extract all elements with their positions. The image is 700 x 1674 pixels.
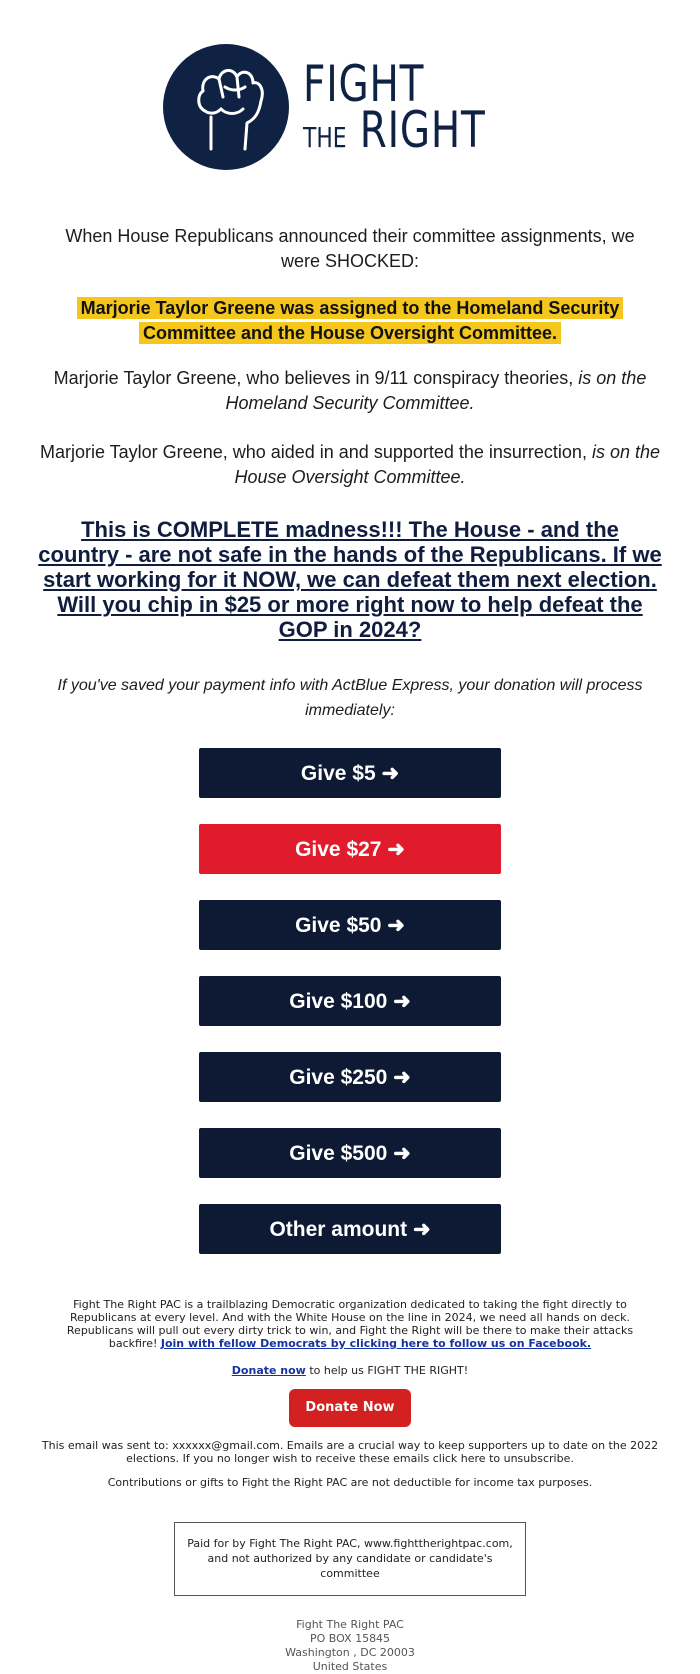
address-line: Fight The Right PAC bbox=[296, 1618, 404, 1631]
sent-to-notice: This email was sent to: xxxxxx@gmail.com. Emails are a crucial way to keep supporters up to date on the 2022 elections. If you no longer wish to receive these emails click here to unsubscribe. bbox=[41, 1439, 659, 1465]
actblue-express-note: If you've saved your payment info with ActBlue Express, your donation will process immediately: bbox=[57, 677, 643, 719]
paragraph-oversight-italic: is on the House Oversight Committee. bbox=[234, 442, 661, 487]
give-500-button[interactable]: Give $500 ➜ bbox=[199, 1128, 501, 1178]
brand-the: THE bbox=[302, 121, 347, 154]
paragraph-homeland-italic: is on the Homeland Security Committee. bbox=[225, 368, 647, 413]
paragraph-oversight bbox=[30, 440, 670, 490]
highlight-text bbox=[30, 296, 670, 346]
give-27-button[interactable]: Give $27 ➜ bbox=[199, 824, 501, 874]
brand-right: RIGHT bbox=[359, 101, 486, 159]
contributions-disclaimer: Contributions or gifts to Fight the Right PAC are not deductible for income tax purposes. bbox=[107, 1476, 593, 1489]
paragraph-homeland-text: Marjorie Taylor Greene, who believes in 9/11 conspiracy theories, bbox=[53, 368, 574, 388]
facebook-link[interactable]: Join with fellow Democrats by clicking here to follow us on Facebook. bbox=[160, 1337, 592, 1350]
footer-blurb bbox=[44, 1298, 656, 1350]
headline-link[interactable]: This is COMPLETE madness!!! The House - and the country - are not safe in the hands of the Republicans. If we start working for it NOW, we can defeat them next election. Will you chip in $25 or more right now to help defeat the GOP in 2024? bbox=[38, 517, 662, 642]
donate-now-button[interactable]: Donate Now bbox=[289, 1389, 411, 1427]
address-line: PO BOX 15845 bbox=[309, 1632, 391, 1645]
address-line: Washington , DC 20003 bbox=[285, 1646, 415, 1659]
footer-blurb-text: Fight The Right PAC is a trailblazing Democratic organization dedicated to taking the fight directly to Republicans at every level. And with the White House on the line in 2024, we need all hands on deck. Republicans will pull out every dirty trick to win, and Fight the Right will be there to make their attacks backfire! bbox=[66, 1298, 634, 1350]
paragraph-homeland bbox=[30, 366, 670, 416]
give-250-button[interactable]: Give $250 ➜ bbox=[199, 1052, 501, 1102]
give-5-button[interactable]: Give $5 ➜ bbox=[199, 748, 501, 798]
address-line: United States bbox=[312, 1660, 388, 1673]
logo bbox=[30, 0, 670, 168]
donate-line-text: to help us FIGHT THE RIGHT! bbox=[309, 1364, 469, 1377]
fist-logo-icon bbox=[163, 44, 289, 170]
highlight-span: Marjorie Taylor Greene was assigned to the Homeland Security Committee and the House Oversight Committee. bbox=[77, 297, 624, 344]
paragraph-oversight-text: Marjorie Taylor Greene, who aided in and supported the insurrection, bbox=[39, 442, 587, 462]
brand-line-2 bbox=[302, 101, 486, 159]
donation-buttons bbox=[30, 748, 670, 1254]
email-body bbox=[30, 0, 670, 1674]
brand-line-1: FIGHT bbox=[302, 55, 425, 113]
give-50-button[interactable]: Give $50 ➜ bbox=[199, 900, 501, 950]
intro-text: When House Republicans announced their committee assignments, we were SHOCKED: bbox=[65, 226, 635, 271]
brand-wordmark bbox=[302, 55, 537, 159]
paid-for-box: Paid for by Fight The Right PAC, www.fighttherightpac.com, and not authorized by any candidate or candidate's committee bbox=[174, 1522, 526, 1596]
donate-now-link[interactable]: Donate now bbox=[231, 1364, 306, 1377]
mailing-address bbox=[30, 1618, 670, 1674]
other-amount-button[interactable]: Other amount ➜ bbox=[199, 1204, 501, 1254]
donate-line bbox=[30, 1364, 670, 1377]
give-100-button[interactable]: Give $100 ➜ bbox=[199, 976, 501, 1026]
